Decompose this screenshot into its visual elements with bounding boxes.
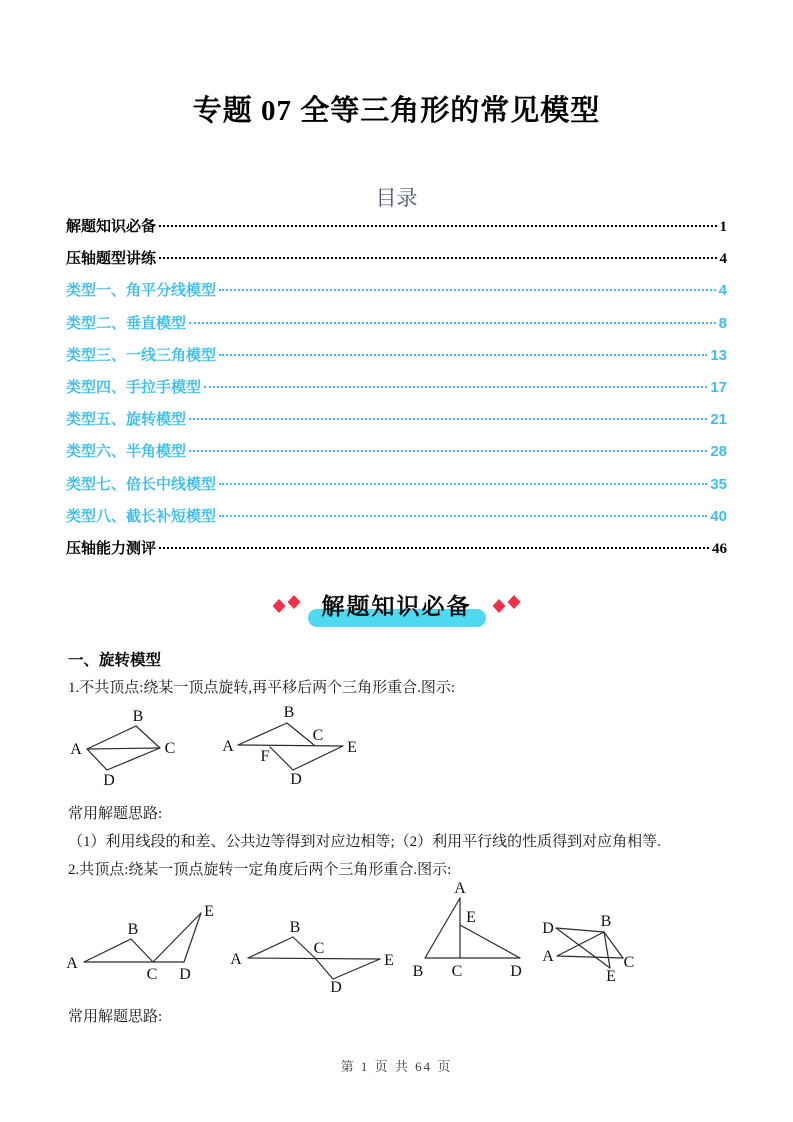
tips-text-1: （1）利用线段的和差、公共边等得到对应边相等;（2）利用平行线的性质得到对应角相等. [68,834,661,850]
figure-translation-rotation-2 [222,700,362,792]
vertex-label-C: C [164,740,176,757]
vertex-label-C: C [312,727,324,744]
vertex-label-B: B [127,921,139,938]
toc-leader-dots [204,386,707,388]
page-title: 专题 07 全等三角形的常见模型 [192,95,601,127]
vertex-label-C: C [623,954,635,971]
figure-shared-vertex-1 [62,885,222,995]
toc-entry-page: 8 [718,314,727,332]
page-footer: 第 1 页 共 64 页 [340,1059,453,1074]
section-banner [0,588,793,621]
toc-entry-type7[interactable] [66,469,727,501]
toc-entry-type2[interactable] [66,308,727,340]
toc-entry-page: 4 [719,251,727,268]
figure-shared-vertex-4 [540,908,715,988]
toc-heading: 目录 [375,186,418,210]
toc-entry-type1[interactable] [66,275,727,307]
toc-leader-dots [219,289,716,291]
toc-leader-dots [189,450,707,452]
vertex-label-D: D [103,772,115,789]
paragraph-non-shared-vertex: 1.不共顶点:绕某一顶点旋转,再平移后两个三角形重合.图示: [68,680,456,696]
vertex-label-C: C [146,966,158,983]
toc-entry-page: 17 [710,378,727,396]
vertex-label-C: C [313,940,325,957]
toc-entry-page: 46 [712,540,727,557]
table-of-contents [66,211,727,565]
vertex-label-D: D [542,920,554,937]
toc-entry-label: 类型六、半角模型 [66,443,187,461]
toc-entry-type8[interactable] [66,501,727,533]
toc-entry-label: 类型八、截长补短模型 [66,507,217,525]
double-diamond-icon-right [490,592,524,618]
banner-title: 解题知识必备 [321,593,472,619]
toc-entry-page: 21 [710,411,727,429]
vertex-label-B: B [412,963,424,980]
vertex-label-B: B [289,919,301,936]
toc-leader-dots [219,354,707,356]
toc-entry-page: 1 [719,219,727,235]
figure-shared-vertex-2 [228,885,403,1000]
vertex-label-D: D [330,979,342,996]
vertex-label-A: A [454,880,466,897]
toc-entry-training[interactable] [66,243,727,275]
vertex-label-B: B [283,704,295,721]
toc-entry-page: 28 [710,443,727,461]
toc-entry-type5[interactable] [66,404,727,436]
toc-leader-dots [189,322,716,324]
toc-entry-label: 类型五、旋转模型 [66,411,187,429]
toc-entry-label: 类型七、倍长中线模型 [66,475,217,493]
toc-entry-page: 13 [710,346,727,364]
toc-leader-dots [219,483,707,485]
toc-entry-type3[interactable] [66,340,727,372]
toc-entry-page: 35 [710,475,727,493]
vertex-label-E: E [606,968,616,985]
vertex-label-D: D [510,963,522,980]
figure-shared-vertex-3 [408,880,533,985]
toc-entry-page: 40 [710,507,727,525]
vertex-label-A: A [542,948,554,965]
toc-leader-dots [159,225,716,227]
tips-label-1: 常用解题思路: [68,806,163,822]
toc-entry-label: 压轴能力测评 [66,540,157,557]
figure-translation-rotation-1 [62,698,212,793]
double-diamond-icon-left [270,592,304,618]
toc-entry-type6[interactable] [66,436,727,468]
toc-leader-dots [159,257,716,259]
vertex-label-B: B [600,913,612,930]
vertex-label-B: B [132,708,144,725]
toc-leader-dots [219,515,707,517]
vertex-label-D: D [179,966,191,983]
vertex-label-E: E [204,903,214,920]
vertex-label-E: E [384,952,394,969]
vertex-label-D: D [290,771,302,788]
toc-leader-dots [159,547,709,549]
toc-entry-label: 类型三、一线三角模型 [66,346,217,364]
vertex-label-A: A [230,951,242,968]
toc-entry-label: 类型一、角平分线模型 [66,282,217,300]
toc-entry-assessment[interactable] [66,533,727,565]
toc-entry-knowledge[interactable] [66,211,727,243]
vertex-label-A: A [222,738,234,755]
toc-entry-label: 解题知识必备 [66,219,157,235]
subsection-heading-rotation-model: 一、旋转模型 [68,652,162,669]
banner-title-wrap [320,588,474,621]
toc-entry-label: 压轴题型讲练 [66,251,157,268]
vertex-label-A: A [70,741,82,758]
vertex-label-C: C [451,963,463,980]
toc-entry-label: 类型四、手拉手模型 [66,378,202,396]
toc-leader-dots [189,418,707,420]
vertex-label-E: E [466,909,476,926]
toc-entry-type4[interactable] [66,372,727,404]
paragraph-shared-vertex: 2.共顶点:绕某一顶点旋转一定角度后两个三角形重合.图示: [68,862,452,878]
vertex-label-E: E [347,739,357,756]
tips-label-2: 常用解题思路: [68,1009,163,1025]
vertex-label-A: A [66,955,78,972]
toc-entry-label: 类型二、垂直模型 [66,314,187,332]
toc-entry-page: 4 [718,282,727,300]
vertex-label-F: F [260,748,270,765]
